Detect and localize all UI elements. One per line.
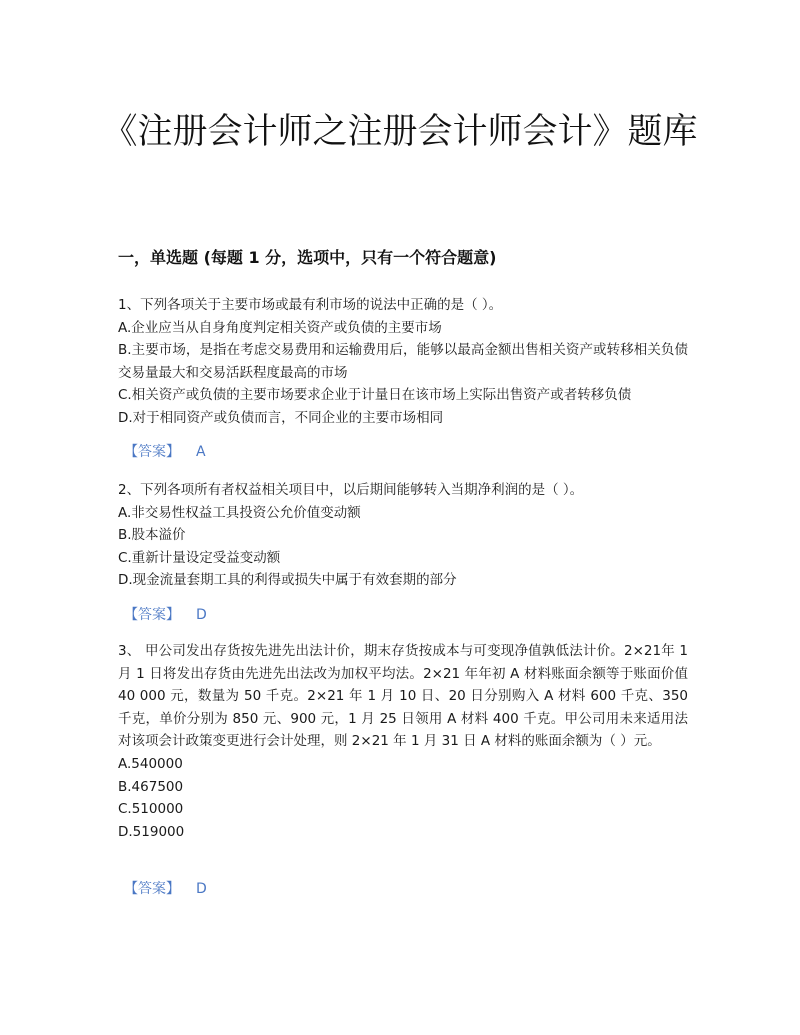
- option-d: D.对于相同资产或负债而言，不同企业的主要市场相同: [118, 409, 444, 426]
- answer-label: 【答案】: [124, 607, 180, 623]
- option-c: C.重新计量设定受益变动额: [118, 549, 281, 566]
- answer-label: 【答案】: [124, 444, 180, 460]
- answer-value: D: [196, 607, 207, 623]
- section-heading: 一，单选题 (每题 1 分，选项中，只有一个符合题意): [118, 248, 497, 267]
- answer-1: [124, 441, 206, 463]
- option-b: B.467500: [118, 778, 184, 795]
- question-1: [118, 294, 688, 430]
- option-a: A.540000: [118, 755, 183, 772]
- option-a: A.企业应当从自身角度判定相关资产或负债的主要市场: [118, 319, 442, 336]
- answer-3: [124, 878, 207, 900]
- option-c: C.510000: [118, 801, 184, 818]
- answer-value: D: [196, 881, 207, 897]
- option-a: A.非交易性权益工具投资公允价值变动额: [118, 504, 361, 521]
- question-2: [118, 479, 688, 592]
- question-3: [118, 640, 688, 843]
- option-b: B.股本溢价: [118, 527, 186, 544]
- option-c: C.相关资产或负债的主要市场要求企业于计量日在该市场上实际出售资产或者转移负债: [118, 387, 632, 404]
- answer-2: [124, 604, 207, 626]
- document-title: 《注册会计师之注册会计师会计》题库: [102, 112, 698, 152]
- option-d: D.519000: [118, 823, 185, 840]
- option-b: B.主要市场，是指在考虑交易费用和运输费用后，能够以最高金额出售相关资产或转移相关负债交易量最大和交易活跃程度最高的市场: [118, 342, 688, 381]
- option-d: D.现金流量套期工具的利得或损失中属于有效套期的部分: [118, 572, 457, 589]
- question-stem: 3、 甲公司发出存货按先进先出法计价，期末存货按成本与可变现净值孰低法计价。2×21年 1 月 1 日将发出存货由先进先出法改为加权平均法。2×21 年年初 A 材料账面余额等于账面价值 40 000 元，数量为 50 千克。2×21 年 1 月 10 日、20 日分别购入 A 材料 600 千克、350 千克，单价分别为 850 元、900 元，1 月 25 日领用 A 材料 400 千克。甲公司用未来适用法对该项会计政策变更进行会计处理，则 2×21 年 1 月 31 日 A 材料的账面余额为（ ）元。: [118, 643, 688, 750]
- question-stem: 1、下列各项关于主要市场或最有利市场的说法中正确的是（ ）。: [118, 297, 503, 313]
- answer-value: A: [196, 444, 206, 460]
- answer-label: 【答案】: [124, 881, 180, 897]
- question-stem: 2、下列各项所有者权益相关项目中，以后期间能够转入当期净利润的是（ ）。: [118, 482, 584, 498]
